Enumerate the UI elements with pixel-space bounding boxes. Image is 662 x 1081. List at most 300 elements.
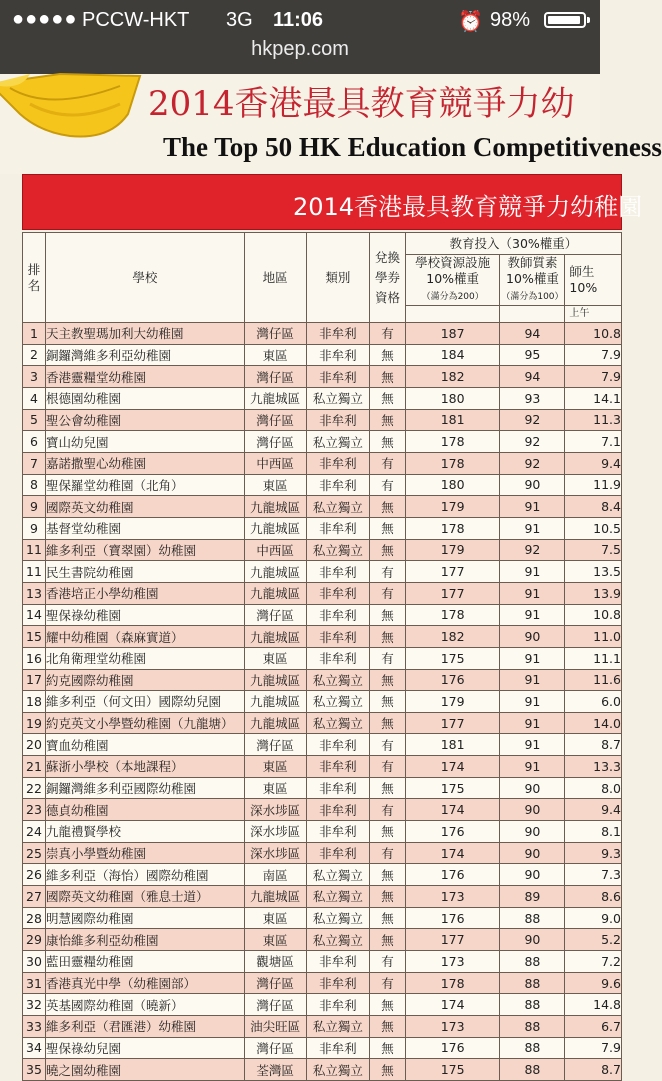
- district-cell: 東區: [244, 907, 306, 929]
- ratio-label: 師生: [569, 264, 595, 279]
- category-cell: 非牟利: [306, 777, 370, 799]
- table-body: [23, 323, 622, 1081]
- banner-title-en: The Top 50 HK Education Competitiveness: [163, 132, 662, 162]
- category-cell: 私立獨立: [306, 864, 370, 886]
- rank-cell: 28: [23, 907, 46, 929]
- facilities-score-cell: 180: [405, 474, 500, 496]
- table-row: [23, 517, 622, 539]
- table-row: [23, 626, 622, 648]
- district-cell: 九龍城區: [244, 691, 306, 713]
- facilities-score-cell: 176: [405, 821, 500, 843]
- facilities-score-cell: 182: [405, 366, 500, 388]
- ratio-cell: 13.9: [565, 582, 622, 604]
- carrier-name: PCCW-HKT: [82, 9, 190, 31]
- ranking-table: [22, 232, 622, 1081]
- voucher-cell: 無: [370, 691, 406, 713]
- rank-cell: 11: [23, 539, 46, 561]
- school-cell: 康怡維多利亞幼稚園: [45, 929, 244, 951]
- facilities-score-cell: 173: [405, 951, 500, 973]
- rank-cell: 26: [23, 864, 46, 886]
- teacher-score-cell: 90: [500, 821, 565, 843]
- teacher-score-cell: 88: [500, 907, 565, 929]
- table-row: [23, 864, 622, 886]
- district-cell: 東區: [244, 756, 306, 778]
- category-cell: 非牟利: [306, 474, 370, 496]
- col-header-category: 類別: [306, 233, 370, 323]
- ratio-cell: 7.3: [565, 864, 622, 886]
- table-row: [23, 821, 622, 843]
- voucher-cell: 有: [370, 561, 406, 583]
- facilities-score-cell: 181: [405, 409, 500, 431]
- ratio-cell: 6.0: [565, 691, 622, 713]
- facilities-score-cell: 179: [405, 539, 500, 561]
- facilities-score-cell: 178: [405, 972, 500, 994]
- ratio-cell: 8.7: [565, 1059, 622, 1081]
- teacher-score-cell: 94: [500, 366, 565, 388]
- ratio-cell: 6.7: [565, 1016, 622, 1038]
- ratio-cell: 11.6: [565, 669, 622, 691]
- school-cell: 維多利亞（君匯港）幼稚園: [45, 1016, 244, 1038]
- battery-tip: [587, 17, 590, 23]
- category-cell: 非牟利: [306, 842, 370, 864]
- rank-cell: 15: [23, 626, 46, 648]
- ratio-cell: 9.4: [565, 799, 622, 821]
- teacher-score-cell: 90: [500, 842, 565, 864]
- facilities-score-cell: 177: [405, 712, 500, 734]
- facilities-score-cell: 174: [405, 994, 500, 1016]
- teacher-score-cell: 92: [500, 409, 565, 431]
- school-cell: 聖保祿幼兒園: [45, 1037, 244, 1059]
- voucher-cell: 無: [370, 344, 406, 366]
- category-cell: 非牟利: [306, 366, 370, 388]
- teacher-score-cell: 93: [500, 387, 565, 409]
- rank-cell: 9: [23, 496, 46, 518]
- district-cell: 九龍城區: [244, 669, 306, 691]
- school-cell: 蘇浙小學校（本地課程）: [45, 756, 244, 778]
- voucher-cell: 有: [370, 323, 406, 345]
- rank-cell: 32: [23, 994, 46, 1016]
- district-cell: 九龍城區: [244, 496, 306, 518]
- district-cell: 九龍城區: [244, 886, 306, 908]
- table-row: [23, 323, 622, 345]
- teacher-score-cell: 89: [500, 886, 565, 908]
- table-row: [23, 886, 622, 908]
- rank-cell: 22: [23, 777, 46, 799]
- rank-cell: 3: [23, 366, 46, 388]
- voucher-cell: 無: [370, 929, 406, 951]
- school-cell: 約克國際幼稚園: [45, 669, 244, 691]
- voucher-cell: 無: [370, 886, 406, 908]
- facilities-score-cell: 175: [405, 777, 500, 799]
- facilities-score-cell: 173: [405, 1016, 500, 1038]
- facilities-score-cell: 176: [405, 1037, 500, 1059]
- teacher-score-cell: 92: [500, 431, 565, 453]
- category-cell: 私立獨立: [306, 539, 370, 561]
- school-cell: 聖公會幼稚園: [45, 409, 244, 431]
- teacher-score-cell: 91: [500, 756, 565, 778]
- district-cell: 九龍城區: [244, 561, 306, 583]
- rank-cell: 18: [23, 691, 46, 713]
- rank-cell: 16: [23, 647, 46, 669]
- district-cell: 中西區: [244, 539, 306, 561]
- district-cell: 觀塘區: [244, 951, 306, 973]
- facilities-score-cell: 173: [405, 886, 500, 908]
- teacher-score-cell: 88: [500, 1059, 565, 1081]
- rank-cell: 27: [23, 886, 46, 908]
- col-header-teacher: [500, 255, 565, 306]
- table-row: [23, 431, 622, 453]
- school-cell: 維多利亞（寶翠園）幼稚園: [45, 539, 244, 561]
- table-row: [23, 669, 622, 691]
- district-cell: 油尖旺區: [244, 1016, 306, 1038]
- rank-cell: 33: [23, 1016, 46, 1038]
- district-cell: 九龍城區: [244, 387, 306, 409]
- voucher-cell: 有: [370, 474, 406, 496]
- school-cell: 基督堂幼稚園: [45, 517, 244, 539]
- table-row: [23, 951, 622, 973]
- voucher-cell: 無: [370, 669, 406, 691]
- voucher-cell: 無: [370, 1059, 406, 1081]
- school-cell: 香港真光中學（幼稚園部）: [45, 972, 244, 994]
- voucher-cell: 有: [370, 582, 406, 604]
- school-cell: 九龍禮賢學校: [45, 821, 244, 843]
- facilities-score-cell: 178: [405, 452, 500, 474]
- category-cell: 私立獨立: [306, 907, 370, 929]
- school-cell: 民生書院幼稚園: [45, 561, 244, 583]
- teacher-score-cell: 94: [500, 323, 565, 345]
- table-heading-band: [22, 174, 643, 230]
- table-row: [23, 539, 622, 561]
- facilities-score-cell: 177: [405, 582, 500, 604]
- school-cell: 明慧國際幼稚園: [45, 907, 244, 929]
- teacher-score-cell: 88: [500, 1037, 565, 1059]
- facilities-score-cell: 177: [405, 929, 500, 951]
- facilities-score-cell: 181: [405, 734, 500, 756]
- table-row: [23, 647, 622, 669]
- rank-cell: 20: [23, 734, 46, 756]
- alarm-icon: ⏰: [458, 11, 483, 33]
- district-cell: 灣仔區: [244, 604, 306, 626]
- ratio-cell: 11.1: [565, 647, 622, 669]
- rank-cell: 23: [23, 799, 46, 821]
- table-row: [23, 756, 622, 778]
- battery-icon: [544, 12, 586, 28]
- rank-cell: 9: [23, 517, 46, 539]
- teacher-score-cell: 95: [500, 344, 565, 366]
- school-cell: 寶山幼兒園: [45, 431, 244, 453]
- category-cell: 非牟利: [306, 972, 370, 994]
- ratio-cell: 8.1: [565, 821, 622, 843]
- district-cell: 東區: [244, 777, 306, 799]
- ratio-cell: 10.8: [565, 604, 622, 626]
- ratio-cell: 7.1: [565, 431, 622, 453]
- facilities-score-cell: 182: [405, 626, 500, 648]
- district-cell: 東區: [244, 474, 306, 496]
- facilities-score-cell: 176: [405, 669, 500, 691]
- voucher-cell: 無: [370, 604, 406, 626]
- ratio-cell: 13.5: [565, 561, 622, 583]
- school-cell: 維多利亞（海怡）國際幼稚園: [45, 864, 244, 886]
- ratio-cell: 7.9: [565, 366, 622, 388]
- category-cell: 私立獨立: [306, 712, 370, 734]
- school-cell: 北角衛理堂幼稚園: [45, 647, 244, 669]
- school-cell: 藍田靈糧幼稚園: [45, 951, 244, 973]
- ratio-cell: 7.2: [565, 951, 622, 973]
- category-cell: 私立獨立: [306, 1059, 370, 1081]
- voucher-cell: 無: [370, 539, 406, 561]
- facilities-score-cell: 178: [405, 604, 500, 626]
- ratio-cell: 9.6: [565, 972, 622, 994]
- teacher-score-cell: 88: [500, 994, 565, 1016]
- teacher-score-cell: 88: [500, 1016, 565, 1038]
- teacher-score-cell: 91: [500, 712, 565, 734]
- table-row: [23, 691, 622, 713]
- district-cell: 灣仔區: [244, 734, 306, 756]
- col-header-investment: 教育投入（30%權重）: [405, 233, 621, 255]
- district-cell: 灣仔區: [244, 431, 306, 453]
- table-row: [23, 777, 622, 799]
- ratio-cell: 9.0: [565, 907, 622, 929]
- category-cell: 非牟利: [306, 344, 370, 366]
- battery-fill: [548, 16, 580, 24]
- rank-cell: 25: [23, 842, 46, 864]
- ratio-cell: 11.9: [565, 474, 622, 496]
- voucher-cell: 無: [370, 517, 406, 539]
- ratio-cell: 7.5: [565, 539, 622, 561]
- article-banner: [0, 74, 662, 174]
- school-cell: 崇真小學暨幼稚園: [45, 842, 244, 864]
- ratio-cell: 14.1: [565, 387, 622, 409]
- school-cell: 約克英文小學暨幼稚園（九龍塘）: [45, 712, 244, 734]
- school-cell: 德貞幼稚園: [45, 799, 244, 821]
- teacher-score-cell: 90: [500, 929, 565, 951]
- col-header-district: 地區: [244, 233, 306, 323]
- district-cell: 九龍城區: [244, 517, 306, 539]
- ratio-cell: 8.0: [565, 777, 622, 799]
- col-header-facilities-sub: [405, 306, 500, 323]
- rank-cell: 31: [23, 972, 46, 994]
- category-cell: 非牟利: [306, 799, 370, 821]
- facilities-score-cell: 177: [405, 561, 500, 583]
- ratio-cell: 7.9: [565, 1037, 622, 1059]
- district-cell: 九龍城區: [244, 626, 306, 648]
- school-cell: 銅鑼灣維多利亞國際幼稚園: [45, 777, 244, 799]
- school-cell: 香港靈糧堂幼稚園: [45, 366, 244, 388]
- table-row: [23, 561, 622, 583]
- voucher-cell: 無: [370, 431, 406, 453]
- teacher-score-cell: 92: [500, 452, 565, 474]
- teacher-label: 教師質素: [507, 255, 558, 270]
- voucher-cell: 無: [370, 1016, 406, 1038]
- facilities-score-cell: 178: [405, 431, 500, 453]
- teacher-score-cell: 91: [500, 582, 565, 604]
- rank-cell: 5: [23, 409, 46, 431]
- district-cell: 灣仔區: [244, 409, 306, 431]
- teacher-score-cell: 91: [500, 604, 565, 626]
- col-header-facilities: [405, 255, 500, 306]
- voucher-cell: 有: [370, 647, 406, 669]
- teacher-score-cell: 91: [500, 669, 565, 691]
- category-cell: 非牟利: [306, 582, 370, 604]
- facilities-score-cell: 175: [405, 647, 500, 669]
- ratio-cell: 11.3: [565, 409, 622, 431]
- district-cell: 灣仔區: [244, 1037, 306, 1059]
- voucher-cell: 無: [370, 366, 406, 388]
- teacher-weight: 10%權重: [506, 271, 559, 286]
- facilities-label: 學校資源設施: [415, 255, 491, 270]
- voucher-cell: 無: [370, 907, 406, 929]
- table-row: [23, 366, 622, 388]
- ratio-cell: 11.0: [565, 626, 622, 648]
- table-row: [23, 1037, 622, 1059]
- voucher-cell: 無: [370, 864, 406, 886]
- district-cell: 東區: [244, 647, 306, 669]
- network-type: 3G: [226, 9, 253, 31]
- rank-cell: 29: [23, 929, 46, 951]
- rank-cell: 6: [23, 431, 46, 453]
- district-cell: 深水埗區: [244, 842, 306, 864]
- ratio-cell: 9.3: [565, 842, 622, 864]
- school-cell: 寶血幼稚園: [45, 734, 244, 756]
- category-cell: 私立獨立: [306, 1016, 370, 1038]
- category-cell: 私立獨立: [306, 496, 370, 518]
- school-cell: 耀中幼稚園（森麻實道）: [45, 626, 244, 648]
- district-cell: 灣仔區: [244, 323, 306, 345]
- facilities-score-cell: 174: [405, 756, 500, 778]
- teacher-score-cell: 90: [500, 864, 565, 886]
- table-row: [23, 496, 622, 518]
- ratio-cell: 13.3: [565, 756, 622, 778]
- category-cell: 私立獨立: [306, 886, 370, 908]
- table-row: [23, 842, 622, 864]
- category-cell: 非牟利: [306, 1037, 370, 1059]
- table-row: [23, 799, 622, 821]
- category-cell: 非牟利: [306, 323, 370, 345]
- teacher-score-cell: 88: [500, 972, 565, 994]
- category-cell: 非牟利: [306, 951, 370, 973]
- voucher-cell: 無: [370, 387, 406, 409]
- table-row: [23, 929, 622, 951]
- facilities-score-cell: 175: [405, 1059, 500, 1081]
- district-cell: 南區: [244, 864, 306, 886]
- voucher-cell: 有: [370, 756, 406, 778]
- voucher-cell: 有: [370, 951, 406, 973]
- voucher-cell: 無: [370, 626, 406, 648]
- category-cell: 非牟利: [306, 409, 370, 431]
- category-cell: 非牟利: [306, 647, 370, 669]
- table-row: [23, 994, 622, 1016]
- rank-cell: 8: [23, 474, 46, 496]
- table-row: [23, 972, 622, 994]
- voucher-cell: 無: [370, 821, 406, 843]
- district-cell: 灣仔區: [244, 994, 306, 1016]
- voucher-cell: 無: [370, 994, 406, 1016]
- district-cell: 灣仔區: [244, 972, 306, 994]
- school-cell: 聖保祿幼稚園: [45, 604, 244, 626]
- category-cell: 私立獨立: [306, 387, 370, 409]
- rank-cell: 2: [23, 344, 46, 366]
- teacher-score-cell: 92: [500, 539, 565, 561]
- rank-cell: 13: [23, 582, 46, 604]
- table-row: [23, 734, 622, 756]
- table-row: [23, 907, 622, 929]
- ranking-table-container: [22, 174, 643, 1078]
- rank-cell: 4: [23, 387, 46, 409]
- category-cell: 非牟利: [306, 517, 370, 539]
- school-cell: 聖保羅堂幼稚園（北角）: [45, 474, 244, 496]
- teacher-score-cell: 91: [500, 691, 565, 713]
- banner-title-cn: 2014香港最具教育競爭力幼: [148, 84, 575, 124]
- voucher-cell: 有: [370, 972, 406, 994]
- category-cell: 非牟利: [306, 452, 370, 474]
- ratio-weight: 10%: [569, 280, 598, 295]
- district-cell: 東區: [244, 344, 306, 366]
- category-cell: 非牟利: [306, 626, 370, 648]
- table-row: [23, 409, 622, 431]
- teacher-score-cell: 91: [500, 647, 565, 669]
- school-cell: 銅鑼灣維多利亞幼稚園: [45, 344, 244, 366]
- col-header-teacher-sub: [500, 306, 565, 323]
- category-cell: 私立獨立: [306, 929, 370, 951]
- ratio-cell: 14.8: [565, 994, 622, 1016]
- school-cell: 香港培正小學幼稚園: [45, 582, 244, 604]
- ratio-cell: 10.5: [565, 517, 622, 539]
- category-cell: 非牟利: [306, 734, 370, 756]
- category-cell: 私立獨立: [306, 691, 370, 713]
- teacher-score-cell: 91: [500, 517, 565, 539]
- category-cell: 私立獨立: [306, 431, 370, 453]
- district-cell: 東區: [244, 929, 306, 951]
- col-header-voucher: 兌換學券資格: [370, 233, 406, 323]
- address-bar-url[interactable]: hkpep.com: [251, 38, 349, 60]
- voucher-cell: 無: [370, 409, 406, 431]
- school-cell: 英基國際幼稚園（曉新）: [45, 994, 244, 1016]
- school-cell: 天主教聖瑪加利大幼稚園: [45, 323, 244, 345]
- category-cell: 私立獨立: [306, 669, 370, 691]
- facilities-score-cell: 179: [405, 691, 500, 713]
- trophy-logo-icon: [0, 74, 148, 144]
- facilities-score-cell: 184: [405, 344, 500, 366]
- table-row: [23, 712, 622, 734]
- rank-cell: 21: [23, 756, 46, 778]
- district-cell: 中西區: [244, 452, 306, 474]
- col-header-school: 學校: [45, 233, 244, 323]
- teacher-score-cell: 90: [500, 626, 565, 648]
- ratio-cell: 8.6: [565, 886, 622, 908]
- table-row: [23, 582, 622, 604]
- rank-cell: 34: [23, 1037, 46, 1059]
- voucher-cell: 無: [370, 777, 406, 799]
- district-cell: 九龍城區: [244, 712, 306, 734]
- category-cell: 非牟利: [306, 604, 370, 626]
- table-row: [23, 387, 622, 409]
- school-cell: 嘉諾撒聖心幼稚園: [45, 452, 244, 474]
- facilities-score-cell: 174: [405, 842, 500, 864]
- teacher-score-cell: 90: [500, 474, 565, 496]
- category-cell: 非牟利: [306, 821, 370, 843]
- ratio-cell: 9.4: [565, 452, 622, 474]
- school-cell: 國際英文幼稚園（雅息士道）: [45, 886, 244, 908]
- facilities-score-cell: 180: [405, 387, 500, 409]
- facilities-score-cell: 187: [405, 323, 500, 345]
- rank-cell: 14: [23, 604, 46, 626]
- ratio-cell: 10.8: [565, 323, 622, 345]
- voucher-cell: 無: [370, 1037, 406, 1059]
- rank-cell: 24: [23, 821, 46, 843]
- rank-cell: 19: [23, 712, 46, 734]
- district-cell: 深水埗區: [244, 821, 306, 843]
- col-header-rank: 排名: [23, 233, 46, 323]
